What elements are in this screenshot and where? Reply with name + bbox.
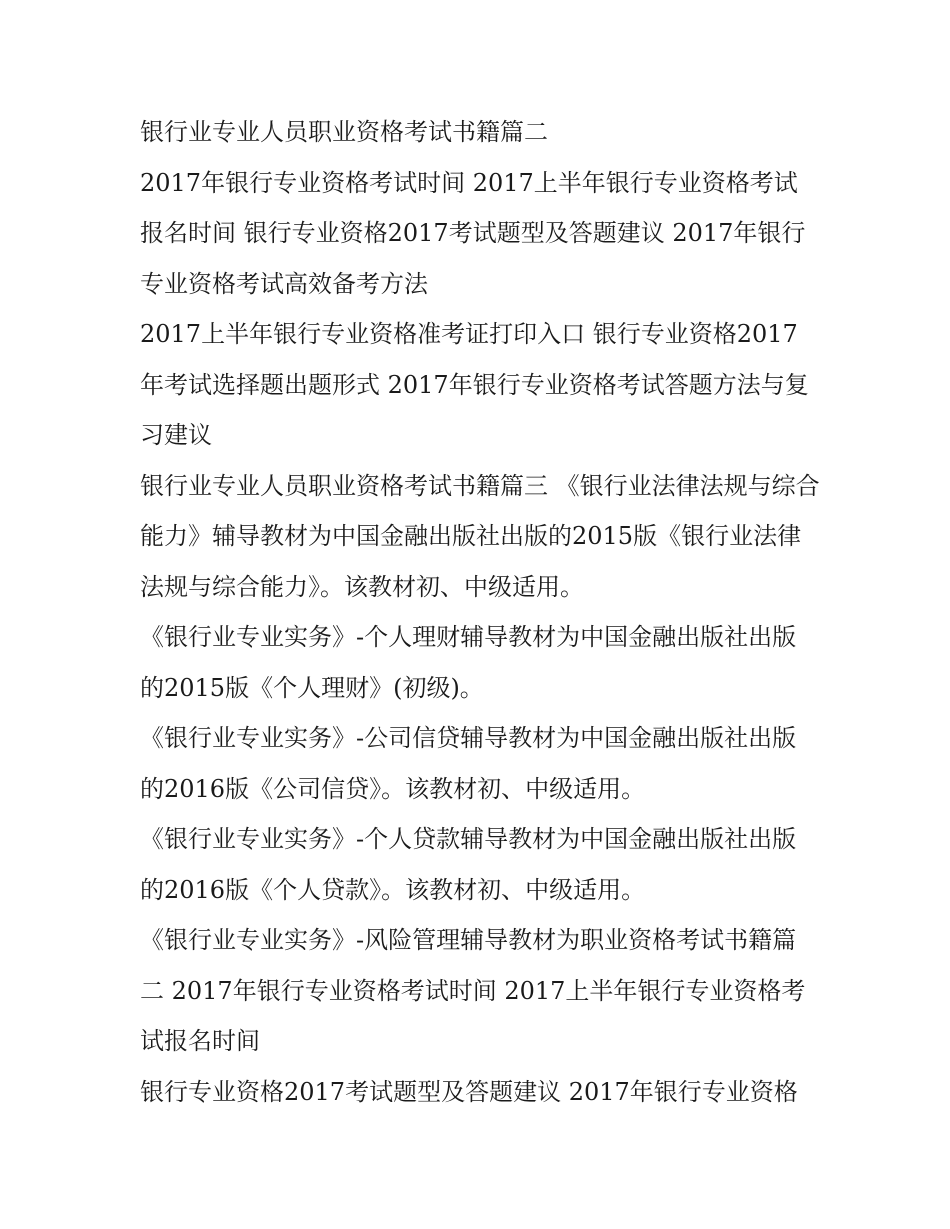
paragraph-part-three-law-textbook: 银行业专业人员职业资格考试书籍篇三 《银行业法律法规与综合能力》辅导教材为中国金融出版社出版的2015版《银行业法律法规与综合能力》。该教材初、中级适用。 <box>140 471 820 601</box>
paragraph-exam-time-links: 2017年银行专业资格考试时间 2017上半年银行专业资格考试报名时间 银行专业资格2017考试题型及答题建议 2017年银行专业资格考试高效备考方法 <box>140 168 806 298</box>
paragraph-risk-management-textbook: 《银行业专业实务》-风险管理辅导教材为职业资格考试书籍篇二 2017年银行专业资格考试时间 2017上半年银行专业资格考试报名时间 <box>140 926 806 1055</box>
section-heading-part-two: 银行业专业人员职业资格考试书籍篇二 <box>140 118 548 146</box>
paragraph-exam-format-links: 银行专业资格2017考试题型及答题建议 2017年银行专业资格 <box>140 1077 798 1106</box>
paragraph-corporate-credit-textbook: 《银行业专业实务》-公司信贷辅导教材为中国金融出版社出版的2016版《公司信贷》。该教材初、中级适用。 <box>140 724 797 803</box>
paragraph-personal-loan-textbook: 《银行业专业实务》-个人贷款辅导教材为中国金融出版社出版的2016版《个人贷款》。该教材初、中级适用。 <box>140 825 797 904</box>
paragraph-personal-finance-textbook: 《银行业专业实务》-个人理财辅导教材为中国金融出版社出版的2015版《个人理财》(初级)。 <box>140 623 797 702</box>
paragraph-admission-ticket-links: 2017上半年银行专业资格准考证打印入口 银行专业资格2017年考试选择题出题形式 2017年银行专业资格考试答题方法与复习建议 <box>140 320 809 449</box>
document-body <box>140 107 820 1117</box>
